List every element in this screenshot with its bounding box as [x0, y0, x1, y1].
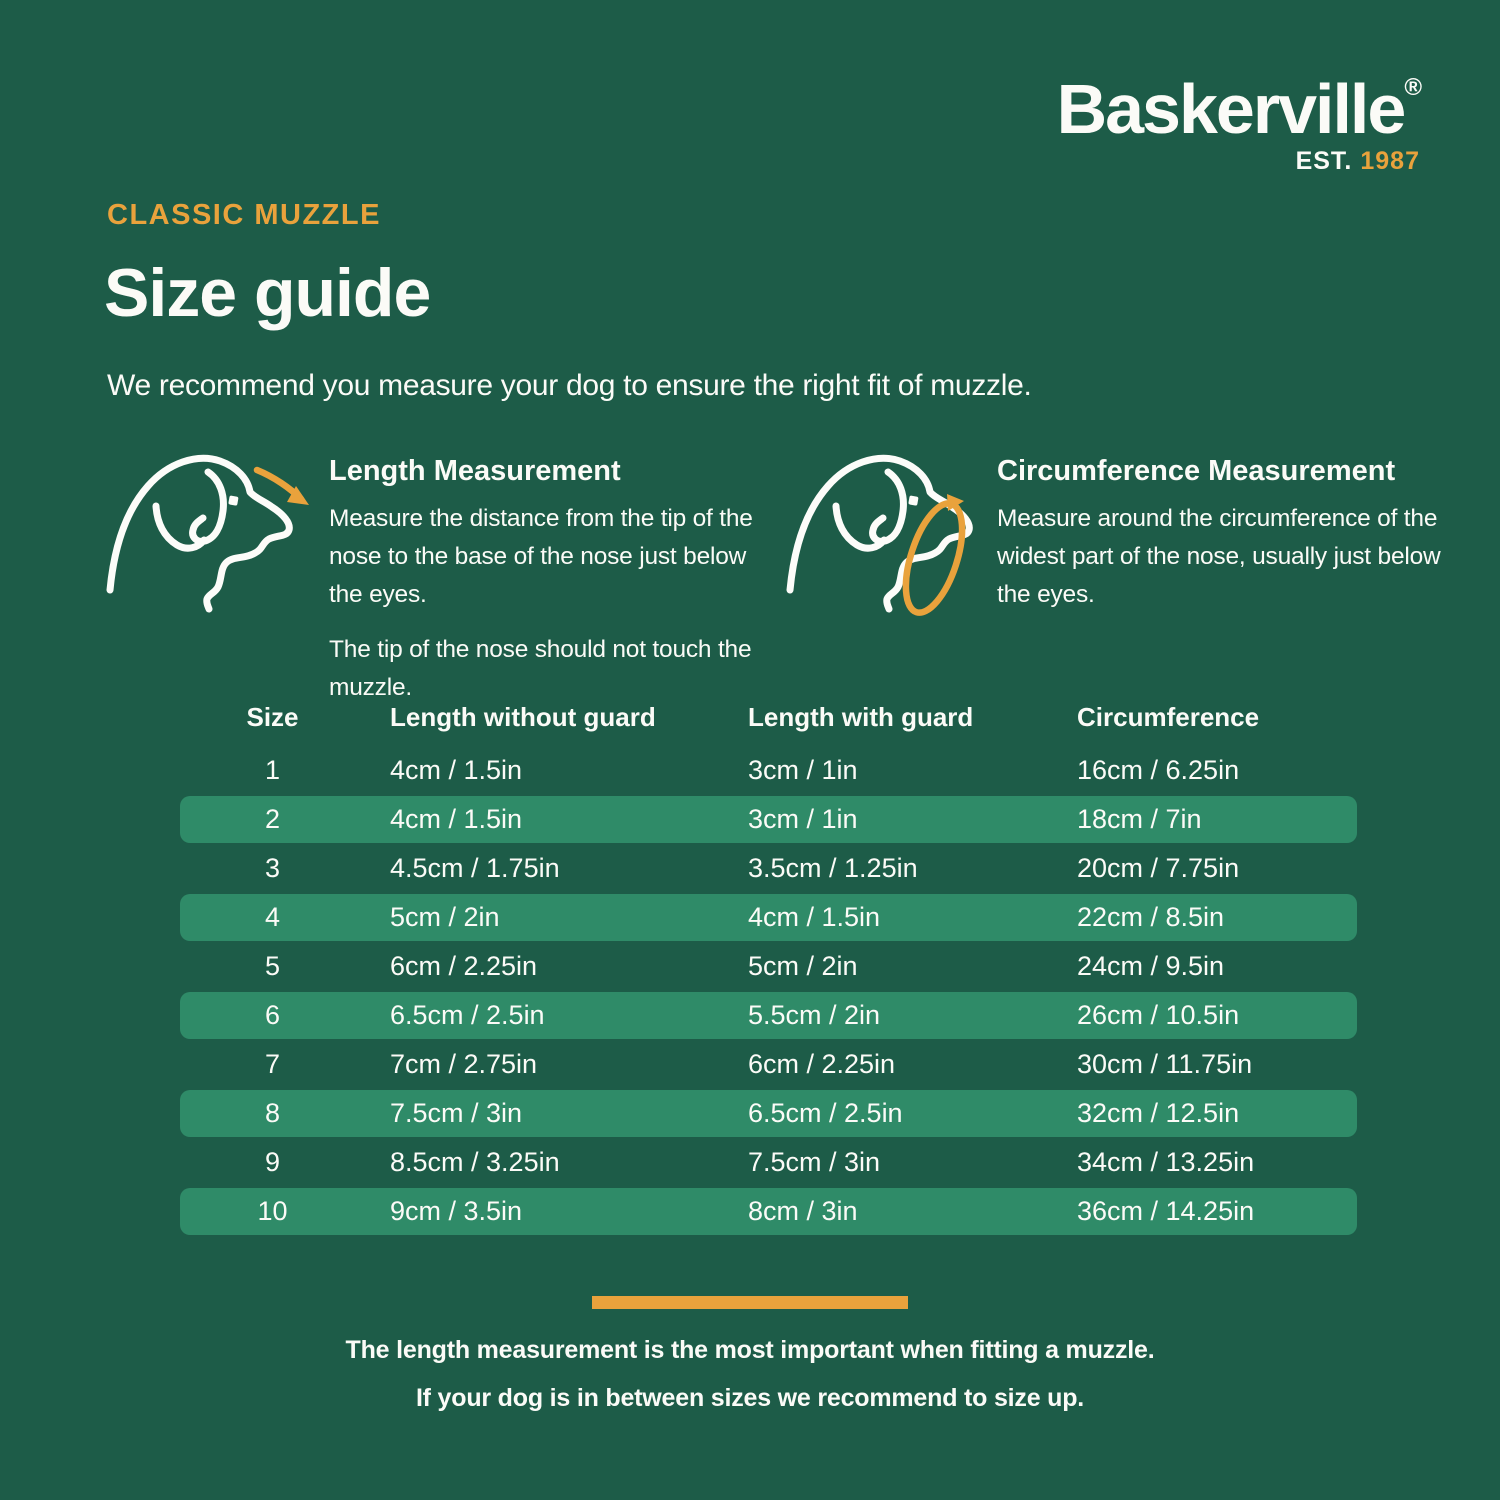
circumference-cell: 34cm / 13.25in: [1077, 1147, 1255, 1177]
circumference-cell: 16cm / 6.25in: [1077, 755, 1240, 785]
page-subtitle: We recommend you measure your dog to ensure the right fit of muzzle.: [107, 369, 1032, 402]
size-cell: 9: [264, 1147, 281, 1177]
table-row: [180, 1090, 1357, 1137]
length-with-guard-cell: 6cm / 2.25in: [748, 1049, 896, 1079]
size-cell: 4: [264, 902, 281, 932]
circumference-cell: 22cm / 8.5in: [1077, 902, 1225, 932]
length-with-guard-cell: 6.5cm / 2.5in: [748, 1098, 903, 1128]
dog-head-length-arrow-icon: [98, 450, 338, 635]
length-without-guard-cell: 4cm / 1.5in: [390, 755, 523, 785]
size-cell: 7: [264, 1049, 281, 1079]
table-row: [180, 1188, 1357, 1235]
size-cell: 5: [264, 951, 281, 981]
registered-trademark-icon: ®: [1404, 74, 1422, 101]
page-title: Size guide: [104, 255, 431, 331]
length-without-guard-cell: 7.5cm / 3in: [390, 1098, 523, 1128]
footer-divider-bar: [592, 1296, 908, 1309]
length-with-guard-cell: 3.5cm / 1.25in: [748, 853, 918, 883]
length-with-guard-cell: 5cm / 2in: [748, 951, 858, 981]
length-without-guard-cell: 6cm / 2.25in: [390, 951, 538, 981]
size-table-body: [180, 747, 1357, 1237]
product-eyebrow: CLASSIC MUZZLE: [107, 199, 381, 231]
size-column-header: Size: [246, 702, 299, 732]
size-table-header: [180, 694, 1357, 741]
length-with-guard-cell: 7.5cm / 3in: [748, 1147, 881, 1177]
length-without-guard-cell: 4cm / 1.5in: [390, 804, 523, 834]
circumference-measurement-title: Circumference Measurement: [997, 455, 1396, 487]
circumference-cell: 24cm / 9.5in: [1077, 951, 1225, 981]
length-without-guard-cell: 7cm / 2.75in: [390, 1049, 538, 1079]
table-row: [180, 845, 1357, 892]
length-with-guard-cell: 5.5cm / 2in: [748, 1000, 881, 1030]
table-row: [180, 747, 1357, 794]
brand-logo: [1056, 70, 1422, 148]
size-cell: 3: [264, 853, 281, 883]
size-cell: 10: [257, 1196, 288, 1226]
length-with-guard-cell: 4cm / 1.5in: [748, 902, 881, 932]
circumference-column-header: Circumference: [1077, 702, 1260, 732]
length-without-guard-column-header: Length without guard: [390, 702, 656, 732]
table-row: [180, 894, 1357, 941]
table-row: [180, 1041, 1357, 1088]
est-label: EST.: [1295, 147, 1353, 175]
circumference-cell: 20cm / 7.75in: [1077, 853, 1240, 883]
length-measurement-note: The tip of the nose should not touch the muzzle.: [329, 635, 752, 701]
brand-established: [1296, 147, 1420, 176]
size-cell: 1: [264, 755, 281, 785]
length-with-guard-cell: 3cm / 1in: [748, 755, 858, 785]
size-cell: 8: [264, 1098, 281, 1128]
length-without-guard-cell: 8.5cm / 3.25in: [390, 1147, 560, 1177]
circumference-cell: 18cm / 7in: [1077, 804, 1202, 834]
length-without-guard-cell: 9cm / 3.5in: [390, 1196, 523, 1226]
circumference-measurement-paragraph: Measure around the circumference of the widest part of the nose, usually just below the eyes.: [997, 505, 1441, 608]
size-cell: 2: [264, 804, 281, 834]
length-measurement-title: Length Measurement: [329, 455, 621, 487]
circumference-measurement-section: [997, 455, 1475, 631]
footer-note-line1: The length measurement is the most important when fitting a muzzle.: [345, 1336, 1155, 1364]
circumference-cell: 32cm / 12.5in: [1077, 1098, 1240, 1128]
length-measurement-paragraph: Measure the distance from the tip of the nose to the base of the nose just below the eyes.: [329, 505, 753, 608]
length-with-guard-column-header: Length with guard: [748, 702, 974, 732]
dog-head-circumference-loop-icon: [778, 450, 1018, 635]
table-row: [180, 796, 1357, 843]
est-year: 1987: [1360, 147, 1420, 175]
length-measurement-section: [329, 455, 761, 724]
length-without-guard-cell: 4.5cm / 1.75in: [390, 853, 560, 883]
size-cell: 6: [264, 1000, 281, 1030]
length-with-guard-cell: 8cm / 3in: [748, 1196, 858, 1226]
circumference-cell: 26cm / 10.5in: [1077, 1000, 1240, 1030]
table-row: [180, 992, 1357, 1039]
table-row: [180, 1139, 1357, 1186]
footer-note: [0, 1326, 1500, 1422]
length-without-guard-cell: 5cm / 2in: [390, 902, 500, 932]
circumference-cell: 36cm / 14.25in: [1077, 1196, 1255, 1226]
length-with-guard-cell: 3cm / 1in: [748, 804, 858, 834]
brand-name: Baskerville: [1056, 70, 1405, 148]
table-row: [180, 943, 1357, 990]
length-without-guard-cell: 6.5cm / 2.5in: [390, 1000, 545, 1030]
footer-note-line2: If your dog is in between sizes we recommend to size up.: [415, 1384, 1085, 1412]
circumference-cell: 30cm / 11.75in: [1077, 1049, 1253, 1079]
